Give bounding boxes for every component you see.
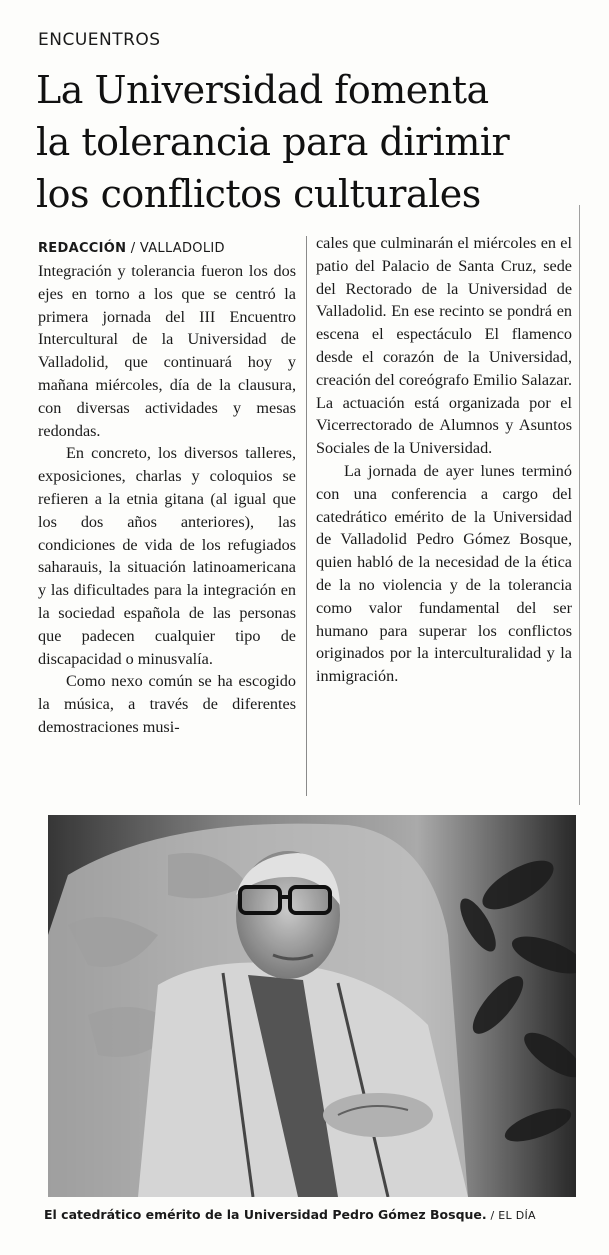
paragraph-4: La jornada de ayer lunes terminó con una conferencia a cargo del catedrático emérito de la Universidad de Valladolid Pedro Gómez Bosque, quien habló de la necesidad de la ética de la no violencia y de la tolerancia como valor fundamental del ser humano para superar los conflictos originados por la interculturalidad y la inmigración. [316,461,572,686]
caption-text: El catedrático emérito de la Universidad Pedro Gómez Bosque. [44,1207,487,1222]
byline [38,238,296,260]
page-edge-rule [579,205,580,805]
byline-separator: / [126,241,140,256]
portrait-photo [48,815,576,1197]
byline-location: VALLADOLID [139,241,225,256]
section-label: ENCUENTROS [38,30,161,50]
photo-caption [44,1207,584,1222]
paragraph-2: En concreto, los diversos talleres, exposiciones, charlas y coloquios se refieren a la etnia gitana (al igual que los dos años anteriores), las condiciones de vida de los refugiados saharauis, la situación latinoamericana y las dificultades para la integración en la sociedad española de las personas que padecen cualquier tipo de discapacidad o minusvalía. [38,444,296,668]
paragraph-1: Integración y tolerancia fueron los dos ejes en torno a los que se centró la primera jornada del III Encuentro Intercultural de la Universidad de Valladolid, que continuará hoy y mañana miércoles, día de la clausura, con diversas actividades y mesas redondas. [38,262,296,440]
headline [36,64,576,220]
paragraph-3-continued: cales que culminarán el miércoles en el patio del Palacio de Santa Cruz, sede del Rectorado de la Universidad de Valladolid. En ese recinto se pondrá en escena el espectáculo El flamenco desde el corazón de la Universidad, creación del coreógrafo Emilio Salazar. La actuación está organizada por el Vicerrectorado de Alumnos y Asuntos Sociales de la Universidad. [316,234,572,458]
paragraph-3: Como nexo común se ha escogido la música, a través de diferentes demostraciones musi- [38,672,296,736]
caption-credit: EL DÍA [498,1209,536,1222]
article-column-2 [316,232,572,688]
headline-line-3: los conflictos culturales [36,172,481,216]
column-divider [306,236,307,796]
byline-author: REDACCIÓN [38,241,127,256]
headline-line-2: la tolerancia para dirimir [36,120,510,164]
caption-credit-separator: / [486,1209,499,1222]
article-column-1 [38,238,296,739]
article-photo [48,815,576,1197]
headline-line-1: La Universidad fomenta [36,68,489,112]
